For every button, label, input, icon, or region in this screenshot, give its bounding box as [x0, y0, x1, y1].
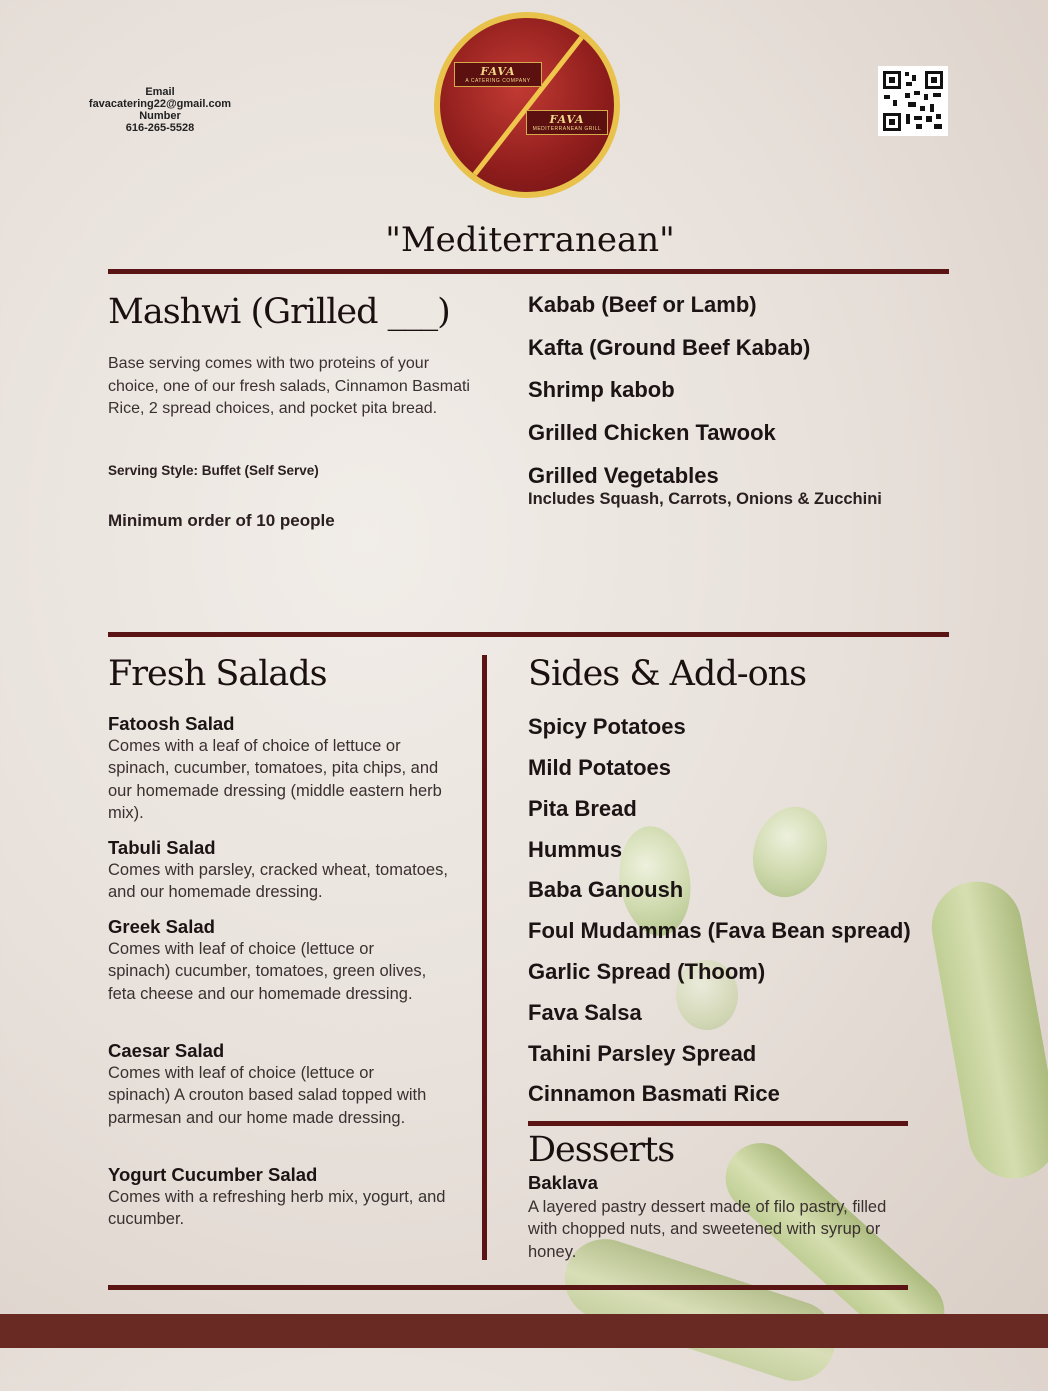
divider-middle	[108, 632, 949, 637]
salad-name: Tabuli Salad	[108, 837, 216, 858]
qr-code[interactable]	[878, 66, 948, 136]
contact-info	[70, 86, 250, 134]
column-divider	[482, 655, 487, 1260]
logo-top-sub: A CATERING COMPANY	[465, 78, 531, 84]
salad-name: Caesar Salad	[108, 1040, 225, 1061]
side-item: Fava Salsa	[528, 1000, 642, 1025]
side-item: Hummus	[528, 837, 623, 862]
divider-top	[108, 269, 949, 274]
logo-top-name: FAVA	[480, 65, 516, 78]
fava-logo	[434, 12, 620, 198]
bean-pod-image	[925, 874, 1048, 1185]
bottom-band	[0, 1314, 1048, 1348]
mashwi-item: Kabab (Beef or Lamb)	[528, 292, 757, 317]
mashwi-title: Mashwi (Grilled ___)	[108, 292, 450, 332]
mashwi-description: Base serving comes with two proteins of your choice, one of our fresh salads, Cinnamon Basmati Rice, 2 spread choices, and pocket pita bread.	[108, 355, 470, 417]
serving-style: Serving Style: Buffet (Self Serve)	[108, 463, 319, 478]
logo-banner-top	[454, 62, 542, 87]
logo-bottom-sub: MEDITERRANEAN GRILL	[532, 126, 602, 132]
side-item: Tahini Parsley Spread	[528, 1041, 757, 1066]
salad-description: Comes with leaf of choice (lettuce or spinach) A crouton based salad topped with parmesan and our home made dressing.	[108, 1064, 427, 1127]
divider-desserts	[528, 1121, 908, 1126]
side-item: Foul Mudammas (Fava Bean spread)	[528, 918, 911, 943]
sides-title: Sides & Add-ons	[528, 654, 807, 694]
side-item: Spicy Potatoes	[528, 714, 686, 739]
mashwi-item: Grilled Vegetables	[528, 463, 719, 488]
side-item: Pita Bread	[528, 796, 637, 821]
salad-description: Comes with parsley, cracked wheat, tomatoes, and our homemade dressing.	[108, 861, 448, 902]
dessert-description: A layered pastry dessert made of filo pastry, filled with chopped nuts, and sweetened with syrup or honey.	[528, 1198, 887, 1261]
side-item: Garlic Spread (Thoom)	[528, 959, 766, 984]
desserts-title: Desserts	[528, 1130, 675, 1170]
mashwi-item: Shrimp kabob	[528, 377, 675, 402]
number-label: Number	[139, 110, 181, 122]
mashwi-item: Kafta (Ground Beef Kabab)	[528, 335, 811, 360]
salad-description: Comes with a leaf of choice of lettuce or spinach, cucumber, tomatoes, pita chips, and our homemade dressing (middle eastern herb mix).	[108, 737, 442, 823]
phone-number[interactable]: 616-265-5528	[125, 122, 195, 134]
side-item: Cinnamon Basmati Rice	[528, 1081, 780, 1106]
divider-bottom	[108, 1285, 908, 1290]
side-item: Mild Potatoes	[528, 755, 672, 780]
salad-name: Fatoosh Salad	[108, 713, 235, 734]
fava-bean-image	[742, 797, 839, 907]
menu-title: "Mediterranean"	[385, 220, 675, 260]
logo-banner-bottom	[526, 110, 608, 135]
minimum-order: Minimum order of 10 people	[108, 511, 335, 530]
salad-name: Yogurt Cucumber Salad	[108, 1164, 318, 1185]
email-address[interactable]: favacatering22@gmail.com	[88, 98, 232, 110]
salad-name: Greek Salad	[108, 916, 215, 937]
salads-title: Fresh Salads	[108, 654, 327, 694]
dessert-name: Baklava	[528, 1172, 598, 1193]
salad-description: Comes with a refreshing herb mix, yogurt, and cucumber.	[108, 1188, 446, 1229]
salad-description: Comes with leaf of choice (lettuce or spinach) cucumber, tomatoes, green olives, feta cheese and our homemade dressing.	[108, 940, 427, 1003]
logo-slash	[463, 28, 590, 189]
side-item: Baba Ganoush	[528, 877, 684, 902]
logo-bottom-name: FAVA	[549, 113, 585, 126]
email-label: Email	[145, 86, 175, 98]
mashwi-item: Grilled Chicken Tawook	[528, 420, 776, 445]
mashwi-item-note: Includes Squash, Carrots, Onions & Zucchini	[528, 490, 882, 508]
qr-code-icon	[878, 66, 948, 136]
